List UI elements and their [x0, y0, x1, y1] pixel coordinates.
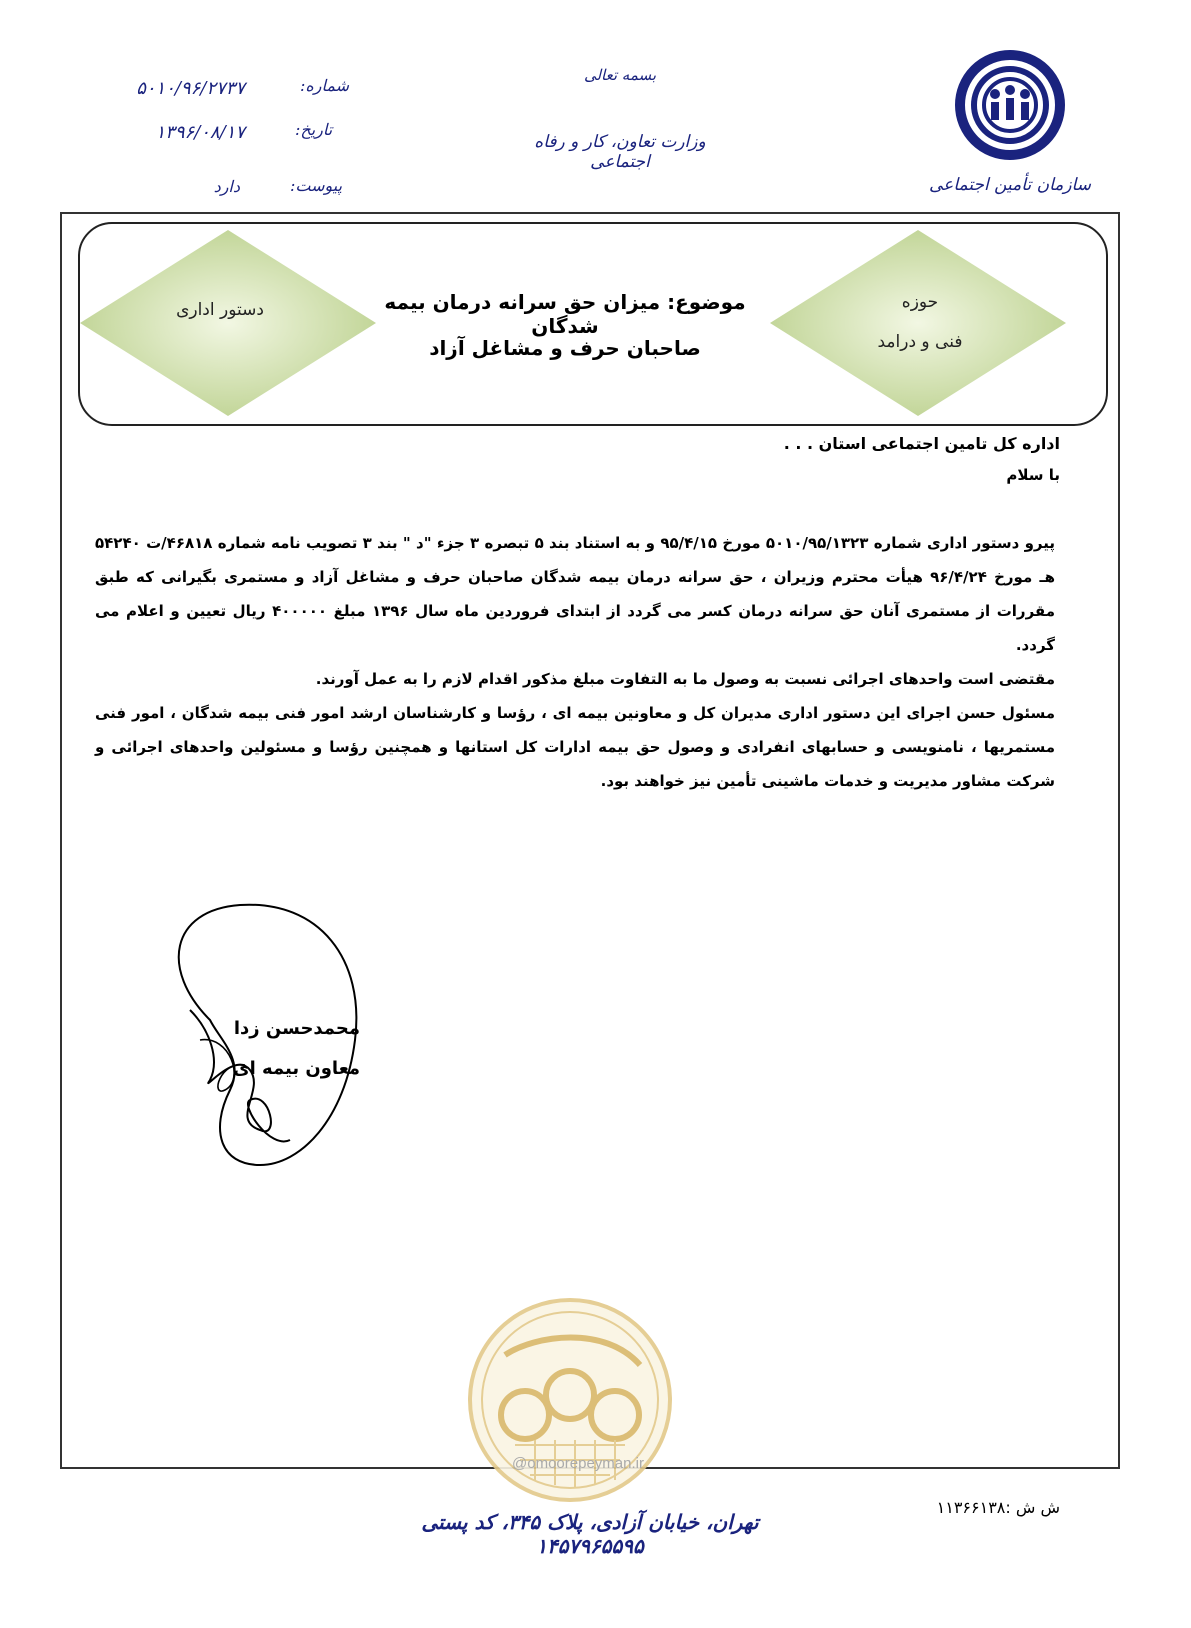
organization-name: سازمان تأمین اجتماعی	[929, 175, 1091, 195]
recipient: اداره کل تامین اجتماعی استان . . .	[783, 434, 1060, 453]
footer-address: تهران، خیابان آزادی، پلاک ۳۴۵، کد پستی ۱۴۵۷۹۶۵۵۹۵	[421, 1510, 759, 1558]
attachment-value: دارد	[213, 177, 240, 196]
letter-date-label: تاریخ:	[295, 120, 333, 139]
attachment-label: پیوست:	[290, 176, 343, 195]
signer-name: محمدحسن زدا	[233, 1018, 360, 1039]
body-paragraph: مسئول حسن اجرای این دستور اداری مدیران کل و معاونین بیمه ای ، رؤسا و کارشناسان ارشد امور فنی بیمه شدگان ، امور فنی مستمریها ، نامنویسی و حسابهای انفرادی و وصول حق بیمه ادارات کل استانها و همچنین رؤسا و مسئولین واحدهای اجرائی و شرکت مشاور مدیریت و خدمات ماشینی تأمین نیز خواهند بود.	[95, 704, 1055, 790]
basmala: بسمه تعالی	[583, 66, 657, 84]
department	[840, 282, 1000, 362]
ministry-name: وزارت تعاون، کار و رفاه اجتماعی	[534, 132, 706, 172]
body-paragraph: پیرو دستور اداری شماره ۵۰۱۰/۹۵/۱۳۲۳ مورخ ۹۵/۴/۱۵ و به استناد بند ۵ تبصره ۳ جزء "د " بند ۳ تصویب نامه شماره ۴۶۸۱۸/ت ۵۴۲۴۰ هـ مورخ ۹۶/۴/۲۴ هیأت محترم وزیران ، حق سرانه درمان بیمه شدگان صاحبان حرف و مشاغل آزاد و مستمری بگیرانی که طبق مقررات از مستمری آنان حق سرانه درمان کسر می گردد از ابتدای فروردین ماه سال ۱۳۹۶ مبلغ ۴۰۰۰۰۰ ریال تعیین و اعلام می گردد.	[95, 534, 1055, 654]
signer-title: معاون بیمه ای	[233, 1058, 360, 1079]
subject-line-2: صاحبان حرف و مشاغل آزاد	[429, 336, 701, 360]
letter-number-value: ۵۰۱۰/۹۶/۲۷۳۷	[136, 78, 245, 99]
department-line-1: حوزه	[901, 292, 939, 312]
letter-number-label: شماره:	[300, 76, 350, 95]
letter-body	[95, 526, 1055, 798]
letter-date-value: ۱۳۹۶/۰۸/۱۷	[155, 122, 245, 143]
document-type: دستور اداری	[176, 300, 264, 320]
website-watermark: @omoorepeyman.ir	[512, 1455, 644, 1472]
omoorepeyman-stamp-logo	[465, 1295, 675, 1505]
body-paragraph: مقتضی است واحدهای اجرائی نسبت به وصول ما به التفاوت مبلغ مذکور اقدام لازم را به عمل آورند.	[315, 670, 1055, 688]
organization-logo-icon	[955, 50, 1065, 160]
subject-line-1: موضوع: میزان حق سرانه درمان بیمه شدگان	[384, 290, 746, 338]
department-line-2: فنی و درامد	[877, 332, 963, 352]
postal-code-label: ش ش :۱۱۳۶۶۱۳۸	[936, 1498, 1060, 1517]
greeting: با سلام	[1006, 466, 1060, 484]
